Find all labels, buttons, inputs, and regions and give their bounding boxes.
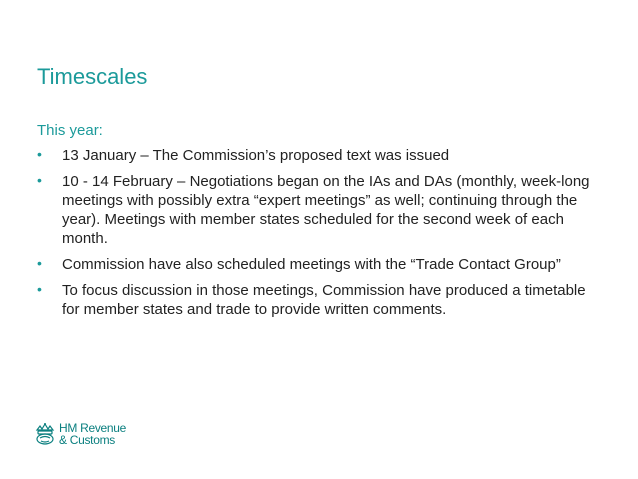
logo-line-2: & Customs [59,433,115,447]
list-item-text: Commission have also scheduled meetings with the “Trade Contact Group” [62,256,561,273]
hmrc-logo [34,418,144,450]
list-item-text: To focus discussion in those meetings, Commission have produced a timetable for member states and trade to provide written comments. [62,282,586,318]
crown-crest-icon [34,422,56,446]
slide-subheading: This year: [37,122,103,139]
list-item [37,281,607,319]
bullet-icon: • [37,255,42,271]
list-item-text: 10 - 14 February – Negotiations began on the IAs and DAs (monthly, week-long meetings with possibly extra “expert meetings” as well; continuing through the year). Meetings with member states scheduled for the second week of each month. [62,173,590,247]
bullet-list [37,146,607,326]
list-item [37,172,607,248]
list-item-text: 13 January – The Commission’s proposed text was issued [62,147,450,164]
slide-title: Timescales [37,64,148,89]
bullet-icon: • [37,281,42,297]
logo-wordmark [59,422,126,446]
logo-line-1: HM Revenue [59,421,127,435]
list-item [37,255,607,274]
bullet-icon: • [37,172,42,188]
list-item [37,146,607,165]
bullet-icon: • [37,146,42,162]
